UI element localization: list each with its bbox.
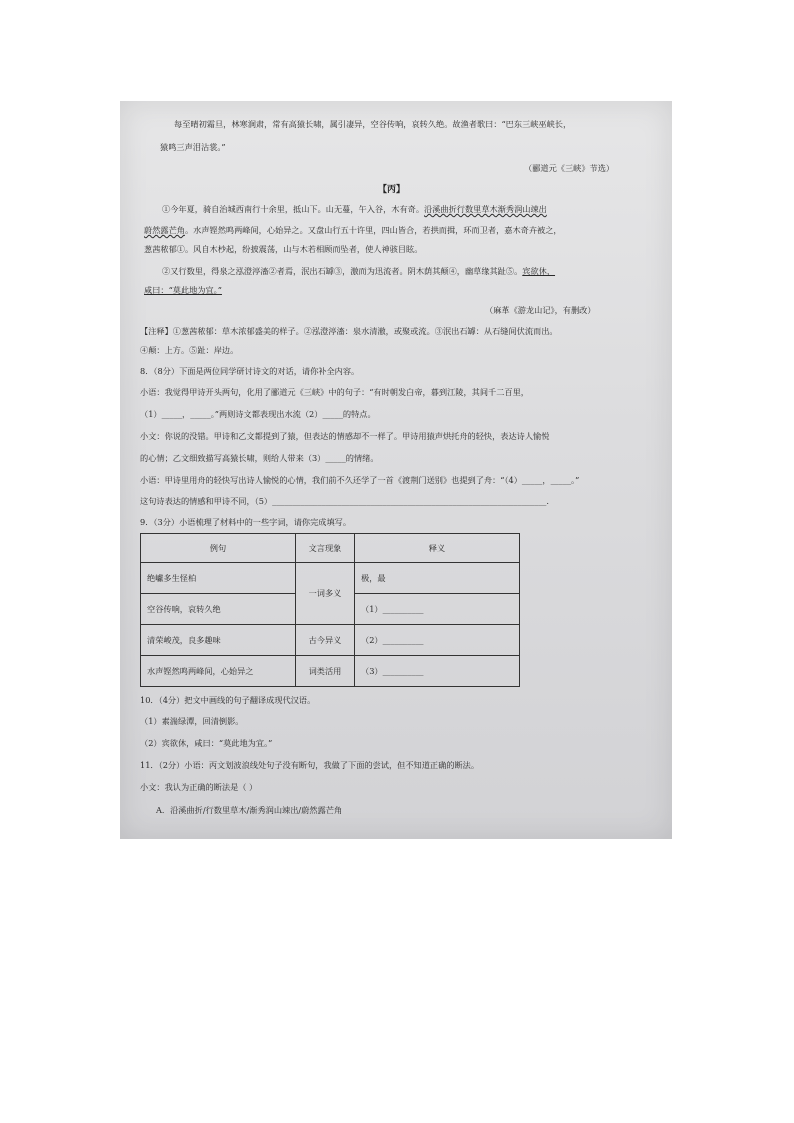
q10-title: 10．（4分）把文中画线的句子翻译成现代汉语。 [140,695,316,705]
q11-prompt: 小文：我认为正确的断法是（ ） [140,782,258,792]
phenomenon-cell: 一词多义 [296,563,355,625]
meaning-blank-cell: （1）__________ [355,594,520,625]
q10-item1: （1）素湍绿潭，回清倒影。 [140,716,244,726]
p1-line1-wavy: 沿溪曲折行数里草木渐秀润山竦出 [424,204,547,214]
p1-line1-text: ①今年夏，骑自治城西南行十余里，抵山下。山无蔓，午入谷，木有奇。 [162,204,425,214]
q8-line4: 小文：你说的没错。甲诗和乙文都提到了猿，但表达的情感却不一样了。甲诗用猿声烘托舟的轻快，表达诗人愉悦 [140,431,550,441]
table-row [141,656,520,687]
q10-item2: （2）宾欲休，咸曰：“莫此地为宜。” [140,738,273,748]
passage-bing-source: （麻革《游龙山记》，有删改） [485,305,596,315]
passage-bing-p2-line2 [144,285,222,296]
section-bing-title: 【丙】 [378,185,406,195]
q9-table [140,533,520,687]
table-row [141,563,520,594]
q8-line7: 这句诗表达的情感和甲诗不同，（5）___________________________________________________________________. [140,496,549,506]
table-header-cell: 例句 [141,534,296,563]
passage-yi-source: （郦道元《三峡》节选） [524,163,615,173]
passage-yi-line1: 每至晴初霜旦，林寒涧肃，常有高猿长啸，属引凄异，空谷传响，哀转久绝。故渔者歌曰：“巴东三峡巫峡长， [174,119,572,129]
passage-bing-p1-line2 [144,225,562,236]
p1-line2-wavy: 蔚然露芒角 [144,225,185,235]
phenomenon-cell: 古今异义 [296,625,355,656]
q8-line5: 的心情；乙文细致描写高猿长啸，则给人带来（3）_____的情绪。 [140,453,379,463]
q9-title: 9．（3分）小语梳理了材料中的一些字词，请你完成填写。 [140,517,352,527]
example-sentence-cell: 空谷传响，哀转久绝 [141,594,296,625]
passage-bing-p1-line1 [162,204,547,215]
q11-title: 11．（2分）小语：丙文划波浪线处句子没有断句，我做了下面的尝试，但不知道正确的断法。 [140,760,480,770]
p1-line2-text: 。水声铿然鸣两峰间，心始异之。又盘山行五十许里，四山皆合，若拱而揖，环而卫者，嘉木奇卉被之， [184,225,562,235]
exam-page-photo [120,101,672,839]
meaning-blank-cell: （2）__________ [355,625,520,656]
q11-option-a: A．沿溪曲折/行数里草木/渐秀润山竦出/蔚然露芒角 [156,805,343,815]
p2-line1-text: ②又行数里，得泉之泓澄渟滀②者焉，泯出石罅③，激而为迅流者。阴木荫其颠④，幽草缘其趾⑤。 [162,266,523,276]
q8-title: 8．（8分）下面是两位同学研讨诗文的对话，请你补全内容。 [140,366,360,376]
example-sentence-cell: 清荣峻茂，良多趣味 [141,625,296,656]
phenomenon-cell: 词类活用 [296,656,355,687]
table-row [141,625,520,656]
p2-line1-underlined: 宾欲休， [522,266,556,276]
meaning-blank-cell: （3）__________ [355,656,520,687]
q8-line6: 小语：甲诗里用舟的轻快写出诗人愉悦的心情，我们前不久还学了一首《渡荆门送别》也提到了舟：“（4）_____，_____。” [140,475,580,485]
passage-yi-line2: 猿鸣三声泪沾裳。” [160,142,226,152]
table-header-cell: 文言现象 [296,534,355,563]
p2-line2-underlined: 咸曰：“莫此地为宜。” [144,285,222,295]
meaning-cell: 极，最 [355,563,520,594]
q8-line2: 小语：我觉得甲诗开头两句，化用了郦道元《三峡》中的句子：“有时朝发白帝，暮到江陵，其间千二百里， [140,387,529,397]
notes-line2: ④颠：上方。⑤趾：岸边。 [140,345,239,355]
passage-bing-p2-line1 [162,266,555,277]
notes-line1: 【注释】①葱茜秾郁：草木浓郁盛美的样子。②泓澄渟滀：泉水清澈，或聚或流。③泯出石罅：从石缝间伏流而出。 [140,326,558,336]
example-sentence-cell: 水声铿然鸣两峰间，心始异之 [141,656,296,687]
example-sentence-cell: 绝巘多生怪柏 [141,563,296,594]
passage-bing-p1-line3: 葱茜秾郁①。风自木杪起，纷披震荡，山与木若相顾而坠者，使人神骇目眩。 [144,244,423,254]
table-header-cell: 释义 [355,534,520,563]
table-header-row [141,534,520,563]
q8-line3: （1）_____，_____。”两则诗文都表现出水流（2）_____的特点。 [140,409,376,419]
